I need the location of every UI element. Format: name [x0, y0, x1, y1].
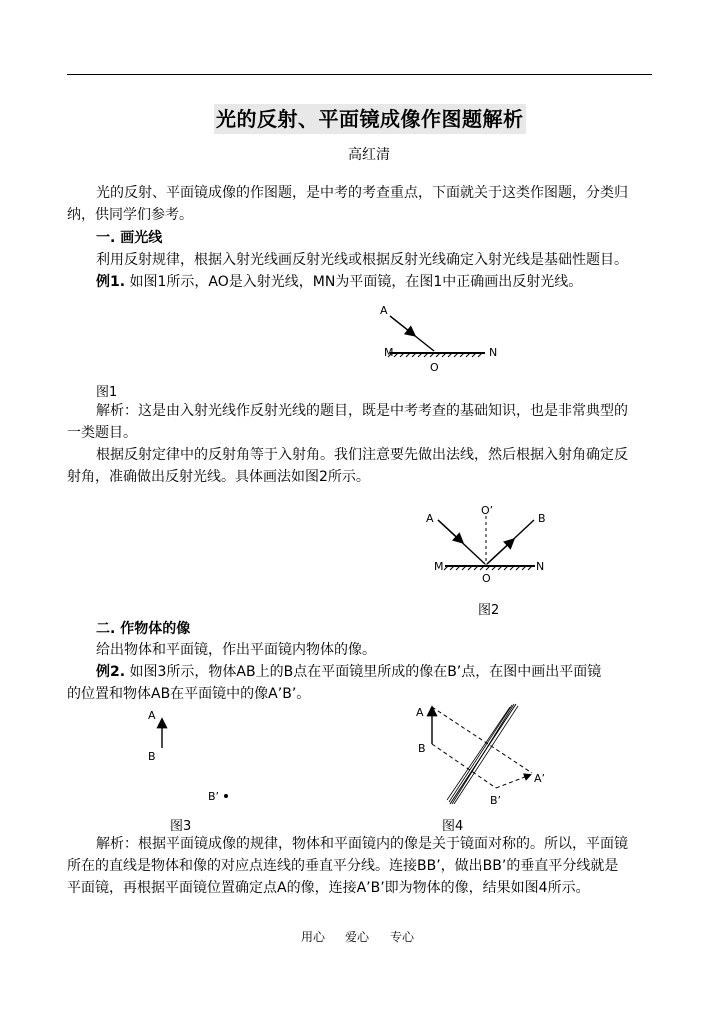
fig3-label-b-prime: B’	[208, 790, 220, 803]
header-rule	[67, 74, 652, 75]
analysis-1-line-4: 射角，准确做出反射光线。具体画法如图2所示。	[67, 469, 370, 485]
fig1-label-a: A	[380, 304, 388, 317]
fig2-label-a: A	[426, 512, 434, 525]
footer-word-1: 用心	[301, 930, 326, 944]
fig3-label-a: A	[148, 709, 156, 722]
section-1-paragraph: 利用反射规律，根据入射光线画反射光线或根据反射光线确定入射光线是基础性题目。	[96, 252, 628, 268]
example-2-line-1	[96, 661, 601, 683]
figure-1-caption: 图1	[96, 385, 118, 400]
intro-line-1: 光的反射、平面镜成像的作图题，是中考的考查重点，下面就关于这类作图题，分类归	[96, 185, 628, 201]
figure-1	[370, 298, 510, 378]
section-2-heading: 二. 作物体的像	[96, 621, 191, 637]
figure-2-caption: 图2	[478, 603, 500, 618]
section-2-paragraph: 给出物体和平面镜，作出平面镜内物体的像。	[96, 642, 376, 658]
example-1-label: 例1.	[96, 274, 126, 290]
fig4-label-a: A	[416, 706, 424, 719]
author: 高红清	[348, 147, 390, 163]
figure-2	[420, 502, 560, 592]
point-b-prime	[224, 794, 228, 798]
section-1-heading: 一. 画光线	[96, 230, 163, 246]
fig2-label-m: M	[434, 560, 444, 573]
analysis-2-line-3: 平面镜，再根据平面镜位置确定点A的像，连接A’B’即为物体的像，结果如图4所示。	[67, 880, 590, 896]
example-2-text: 如图3所示，物体AB上的B点在平面镜里所成的像在B’点，在图中画出平面镜	[125, 664, 602, 680]
fig4-label-a-prime: A’	[534, 772, 546, 785]
page-title: 光的反射、平面镜成像作图题解析	[214, 104, 526, 134]
example-1	[96, 271, 582, 293]
figure-4-caption: 图4	[442, 819, 464, 834]
reflected-ray-arrow	[487, 540, 513, 564]
figure-3	[140, 700, 250, 810]
footer-word-3: 专心	[390, 930, 415, 944]
fig2-label-o: O	[482, 572, 491, 585]
analysis-2-line-2: 所在的直线是物体和像的对应点连线的垂直平分线。连接BB’，做出BB’的垂直平分线就是	[67, 858, 619, 874]
fig4-label-b: B	[418, 742, 426, 755]
fig1-label-o: O	[430, 361, 439, 374]
image-arrow	[496, 775, 530, 788]
footer-word-2: 爱心	[345, 930, 370, 944]
example-2-line-2: 的位置和物体AB在平面镜中的像A’B’。	[67, 686, 311, 702]
incident-ray-arrow	[390, 316, 414, 335]
example-2-label: 例2.	[96, 664, 126, 680]
figure-4	[410, 700, 560, 810]
fig2-label-n: N	[536, 560, 545, 573]
incident-ray-arrow	[438, 520, 462, 542]
line-b-to-b-prime	[432, 744, 496, 788]
analysis-2-line-1: 解析：根据平面镜成像的规律，物体和平面镜内的像是关于镜面对称的。所以，平面镜	[96, 836, 628, 852]
fig2-label-b: B	[538, 512, 546, 525]
fig2-label-o-prime: O’	[481, 504, 494, 517]
fig1-label-n: N	[489, 346, 498, 359]
intro-line-2: 纳，供同学们参考。	[67, 207, 193, 223]
line-a-to-a-prime	[432, 707, 532, 773]
analysis-1-line-2: 一类题目。	[67, 425, 137, 441]
fig4-label-b-prime: B’	[490, 794, 502, 807]
fig3-label-b: B	[148, 750, 156, 763]
fig1-label-m: M	[384, 346, 394, 359]
analysis-1-line-3: 根据反射定律中的反射角等于入射角。我们注意要先做出法线，然后根据入射角确定反	[96, 447, 628, 463]
analysis-1-line-1: 解析：这是由入射光线作反射光线的题目，既是中考考查的基础知识，也是非常典型的	[96, 403, 628, 419]
figure-3-caption: 图3	[170, 819, 192, 834]
example-1-text: 如图1所示，AO是入射光线，MN为平面镜，在图1中正确画出反射光线。	[125, 274, 583, 290]
